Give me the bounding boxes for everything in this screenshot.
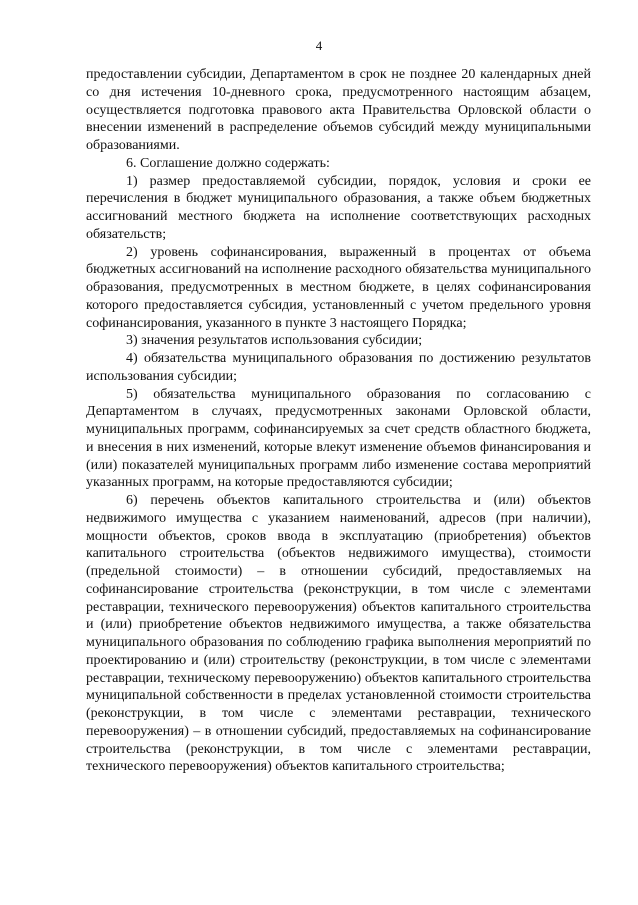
page-number: 4 — [315, 38, 323, 53]
paragraph-clause-6-heading: 6. Соглашение должно содержать: — [126, 155, 330, 171]
paragraph-item-6: 6) перечень объектов капитального строительства и (или) объектов недвижимого имущества с указанием наименований, адресов (при наличии), мощности объектов, сроков ввода в эксплуатацию (приобретения) объектов капитального строительства (объектов недвижимого имущества), стоимости (предельной стоимости) – в отношении субсидий, предоставляемых на софинансирование строительства (реконструкции, в том числе с элементами реставрации, технического перевооружения) объектов капитального строительства и (или) приобретение объектов недвижимого имущества, а также обязательства муниципального образования по соблюдению графика выполнения мероприятий по проектированию и (или) строительству (реконструкции, в том числе с элементами реставрации, техническому перевооружению) объектов капитального строительства муниципальной собственности в пределах установленной стоимости строительства (реконструкции, в том числе с элементами реставрации, технического перевооружения) – в отношении субсидий, предоставляемых на софинансирование строительства (реконструкции, в том числе с элементами реставрации, технического перевооружения) объектов капитального строительства; — [86, 493, 591, 775]
paragraph-subsidy-distribution-continuation: предоставлении субсидии, Департаментом в срок не позднее 20 календарных дней со дня истечения 10-дневного срока, предусмотренного настоящим абзацем, осуществляется подготовка правового акта Правительства Орловской области о внесении изменений в распределение объемов субсидий между муниципальными образованиями. — [86, 67, 591, 153]
paragraph-item-2: 2) уровень софинансирования, выраженный в процентах от объема бюджетных ассигнований на исполнение расходного обязательства муниципального образования, предусмотренных в местном бюджете, в целях софинансирования которого предоставляется субсидия, установленный с учетом предельного уровня софинансирования, указанного в пункте 3 настоящего Порядка; — [86, 244, 591, 331]
paragraph-item-5: 5) обязательства муниципального образования по согласованию с Департаментом в случаях, предусмотренных законами Орловской области, муниципальных программ, софинансируемых за счет средств областного бюджета, и внесения в них изменений, которые влекут изменение объемов финансирования и (или) показателей муниципальных программ либо изменение состава мероприятий указанных программ, на которые предоставляются субсидии; — [86, 386, 591, 491]
paragraph-item-1: 1) размер предоставляемой субсидии, порядок, условия и сроки ее перечисления в бюджет муниципального образования, а также объем бюджетных ассигнований местного бюджета на исполнение соответствующих расходных обязательств; — [86, 173, 591, 242]
paragraph-item-3: 3) значения результатов использования субсидии; — [126, 333, 423, 349]
document-body — [86, 66, 591, 776]
paragraph-item-4: 4) обязательства муниципального образования по достижению результатов использования субсидии; — [86, 351, 591, 384]
